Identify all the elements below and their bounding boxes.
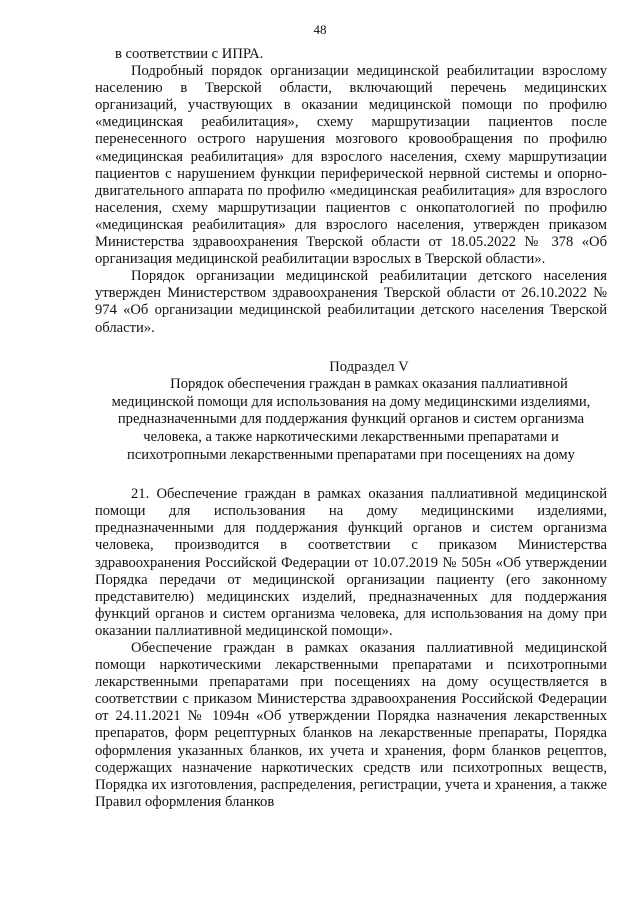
paragraph-adult-rehabilitation: Подробный порядок организации медицинской реабилитации взрослому населению в Тверской области, включающий перечень медицинских организаций, участвующих в оказании медицинской помощи по профилю «медицинская реабилитация», схему маршрутизации пациентов после перенесенного острого нарушения мозгового кровообращения по профилю «медицинская реабилитация» для взрослого населения, схему маршрутизации пациентов с нарушением функции периферической нервной системы и опорно-двигательного аппарата по профилю «медицинская реабилитация» для взрослого населения, схему маршрутизации пациентов с онкопатологией по профилю «медицинская реабилитация» для взрослого населения, утвержден приказом Министерства здравоохранения Тверской области от 18.05.2022 № 378 «Об организация медицинской реабилитации взрослых в Тверской области». xyxy=(95,63,607,268)
page-number: 48 xyxy=(313,22,327,37)
document-body xyxy=(95,46,607,811)
subsection-label: Подраздел V xyxy=(329,358,409,375)
paragraph-narcotic-provision: Обеспечение граждан в рамках оказания паллиативной медицинской помощи наркотическими лекарственными препаратами и психотропными лекарственными препаратами при посещениях на дому осуществляется в соответствии с приказом Министерства здравоохранения Российской Федерации от 24.11.2021 № 1094н «Об утверждении Порядка назначения лекарственных препаратов, форм рецептурных бланков на лекарственные препараты, Порядка оформления указанных бланков, их учета и хранения, форм бланков рецептов, содержащих назначение наркотических средств или психотропных веществ, Порядка их изготовления, распределения, регистрации, учета и хранения, а также Правил оформления бланков xyxy=(95,640,607,810)
subsection-heading xyxy=(95,359,607,465)
subsection-title: Порядок обеспечения граждан в рамках оказания паллиативной медицинской помощи для использования на дому медицинскими изделиями, предназначенными для поддержания функций органов и систем организма человека, а также наркотическими лекарственными препаратами и психотропными лекарственными препаратами при посещениях на дому xyxy=(111,376,591,463)
paragraph-child-rehabilitation: Порядок организации медицинской реабилитации детского населения утвержден Министерством здравоохранения Тверской области от 26.10.2022 № 974 «Об организации медицинской реабилитации детского населения Тверской области». xyxy=(95,268,607,336)
paragraph-clause-21: 21. Обеспечение граждан в рамках оказания паллиативной медицинской помощи для использования на дому медицинскими изделиями, предназначенными для поддержания функций органов и систем организма человека, производится в соответствии с приказом Министерства здравоохранения Российской Федерации от 10.07.2019 № 505н «Об утверждении Порядка передачи от медицинской организации пациенту (его законному представителю) медицинских изделий, предназначенных для поддержания функций органов и систем организма человека, для использования на дому при оказании паллиативной медицинской помощи». xyxy=(95,486,607,639)
paragraph-continuation: в соответствии с ИПРА. xyxy=(115,46,264,62)
